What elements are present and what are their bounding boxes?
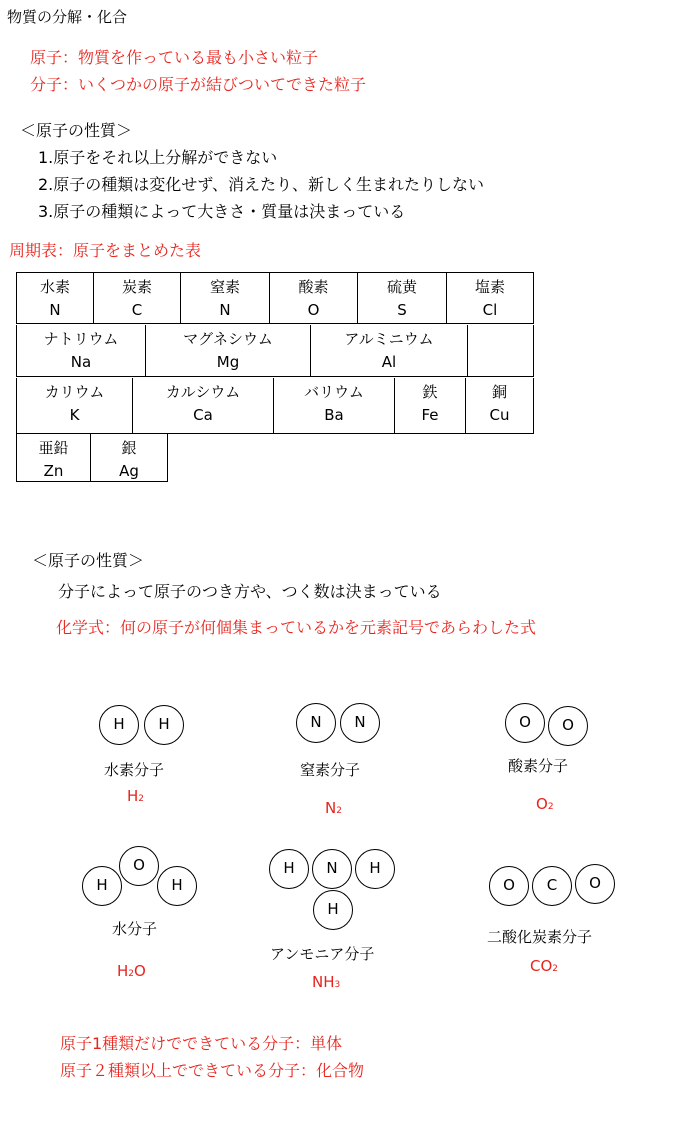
atom-circle: N — [312, 849, 352, 889]
element-cell-empty — [468, 325, 534, 377]
element-cell: 酸素 O — [270, 272, 358, 324]
atom-prop-2: 2.原子の種類は変化せず、消えたり、新しく生まれたりしない — [38, 175, 484, 194]
atom-definition: 原子：物質を作っている最も小さい粒子 — [30, 48, 319, 67]
atom-circle: O — [119, 846, 159, 886]
simple-substance-definition: 原子1種類だけでできている分子：単体 — [60, 1034, 343, 1053]
molecule-name: 酸素分子 — [508, 757, 569, 775]
atom-circle: O — [489, 866, 529, 906]
molecule-formula: NH3 — [312, 973, 341, 991]
atom-circle: C — [532, 866, 572, 906]
molecule-definition: 分子：いくつかの原子が結びついてできた粒子 — [30, 75, 367, 94]
atom-circle: O — [548, 706, 588, 746]
atom-circle: H — [144, 705, 184, 745]
element-cell: 塩素 Cl — [447, 272, 534, 324]
atom-circle: H — [82, 866, 122, 906]
element-cell: 鉄 Fe — [395, 378, 466, 434]
molecule-formula: H2O — [117, 962, 146, 980]
compound-definition: 原子２種類以上でできている分子：化合物 — [60, 1061, 365, 1080]
element-cell: アルミニウム Al — [311, 325, 468, 377]
atom-circle: N — [340, 703, 380, 743]
atom-circle: H — [157, 866, 197, 906]
molecule-formula: CO2 — [530, 957, 559, 975]
atom-circle: O — [505, 703, 545, 743]
molecule-name: 水素分子 — [104, 761, 165, 779]
atom-prop-3: 3.原子の種類によって大きさ・質量は決まっている — [38, 202, 406, 221]
element-cell: バリウム Ba — [274, 378, 395, 434]
element-cell: 銀 Ag — [91, 434, 168, 482]
atom-circle: H — [313, 890, 353, 930]
molecule-name: 窒素分子 — [300, 761, 361, 779]
element-cell: カリウム K — [16, 378, 133, 434]
page-title: 物質の分解・化合 — [7, 8, 128, 26]
molecule-name: 二酸化炭素分子 — [487, 928, 593, 946]
molecule-formula: N2 — [325, 799, 342, 817]
table-row — [16, 378, 534, 434]
atom-circle: H — [99, 705, 139, 745]
molecule-formula: O2 — [536, 795, 554, 813]
molecule-name: 水分子 — [112, 920, 158, 938]
table-row — [16, 272, 534, 324]
molecule-formula: H2 — [127, 787, 145, 805]
element-cell: ナトリウム Na — [16, 325, 146, 377]
element-cell: 窒素 N — [181, 272, 270, 324]
molecule-props-line: 分子によって原子のつき方や、つく数は決まっている — [58, 582, 442, 601]
atom-prop-1: 1.原子をそれ以上分解ができない — [38, 148, 278, 167]
molecule-name: アンモニア分子 — [270, 945, 375, 963]
atom-props-heading: ＜原子の性質＞ — [20, 121, 133, 140]
element-cell: 亜鉛 Zn — [16, 434, 91, 482]
atom-circle: O — [575, 864, 615, 904]
table-row — [16, 325, 534, 377]
table-row — [16, 434, 168, 482]
element-cell: カルシウム Ca — [133, 378, 274, 434]
atom-circle: N — [296, 703, 336, 743]
element-cell: 炭素 C — [94, 272, 181, 324]
formula-definition: 化学式：何の原子が何個集まっているかを元素記号であらわした式 — [56, 618, 537, 637]
atom-circle: H — [355, 849, 395, 889]
element-cell: 水素 N — [16, 272, 94, 324]
atom-circle: H — [269, 849, 309, 889]
element-cell: マグネシウム Mg — [146, 325, 311, 377]
element-cell: 硫黄 S — [358, 272, 447, 324]
molecule-props-heading: ＜原子の性質＞ — [32, 551, 145, 570]
periodic-heading: 周期表：原子をまとめた表 — [9, 241, 202, 260]
element-cell: 銅 Cu — [466, 378, 534, 434]
